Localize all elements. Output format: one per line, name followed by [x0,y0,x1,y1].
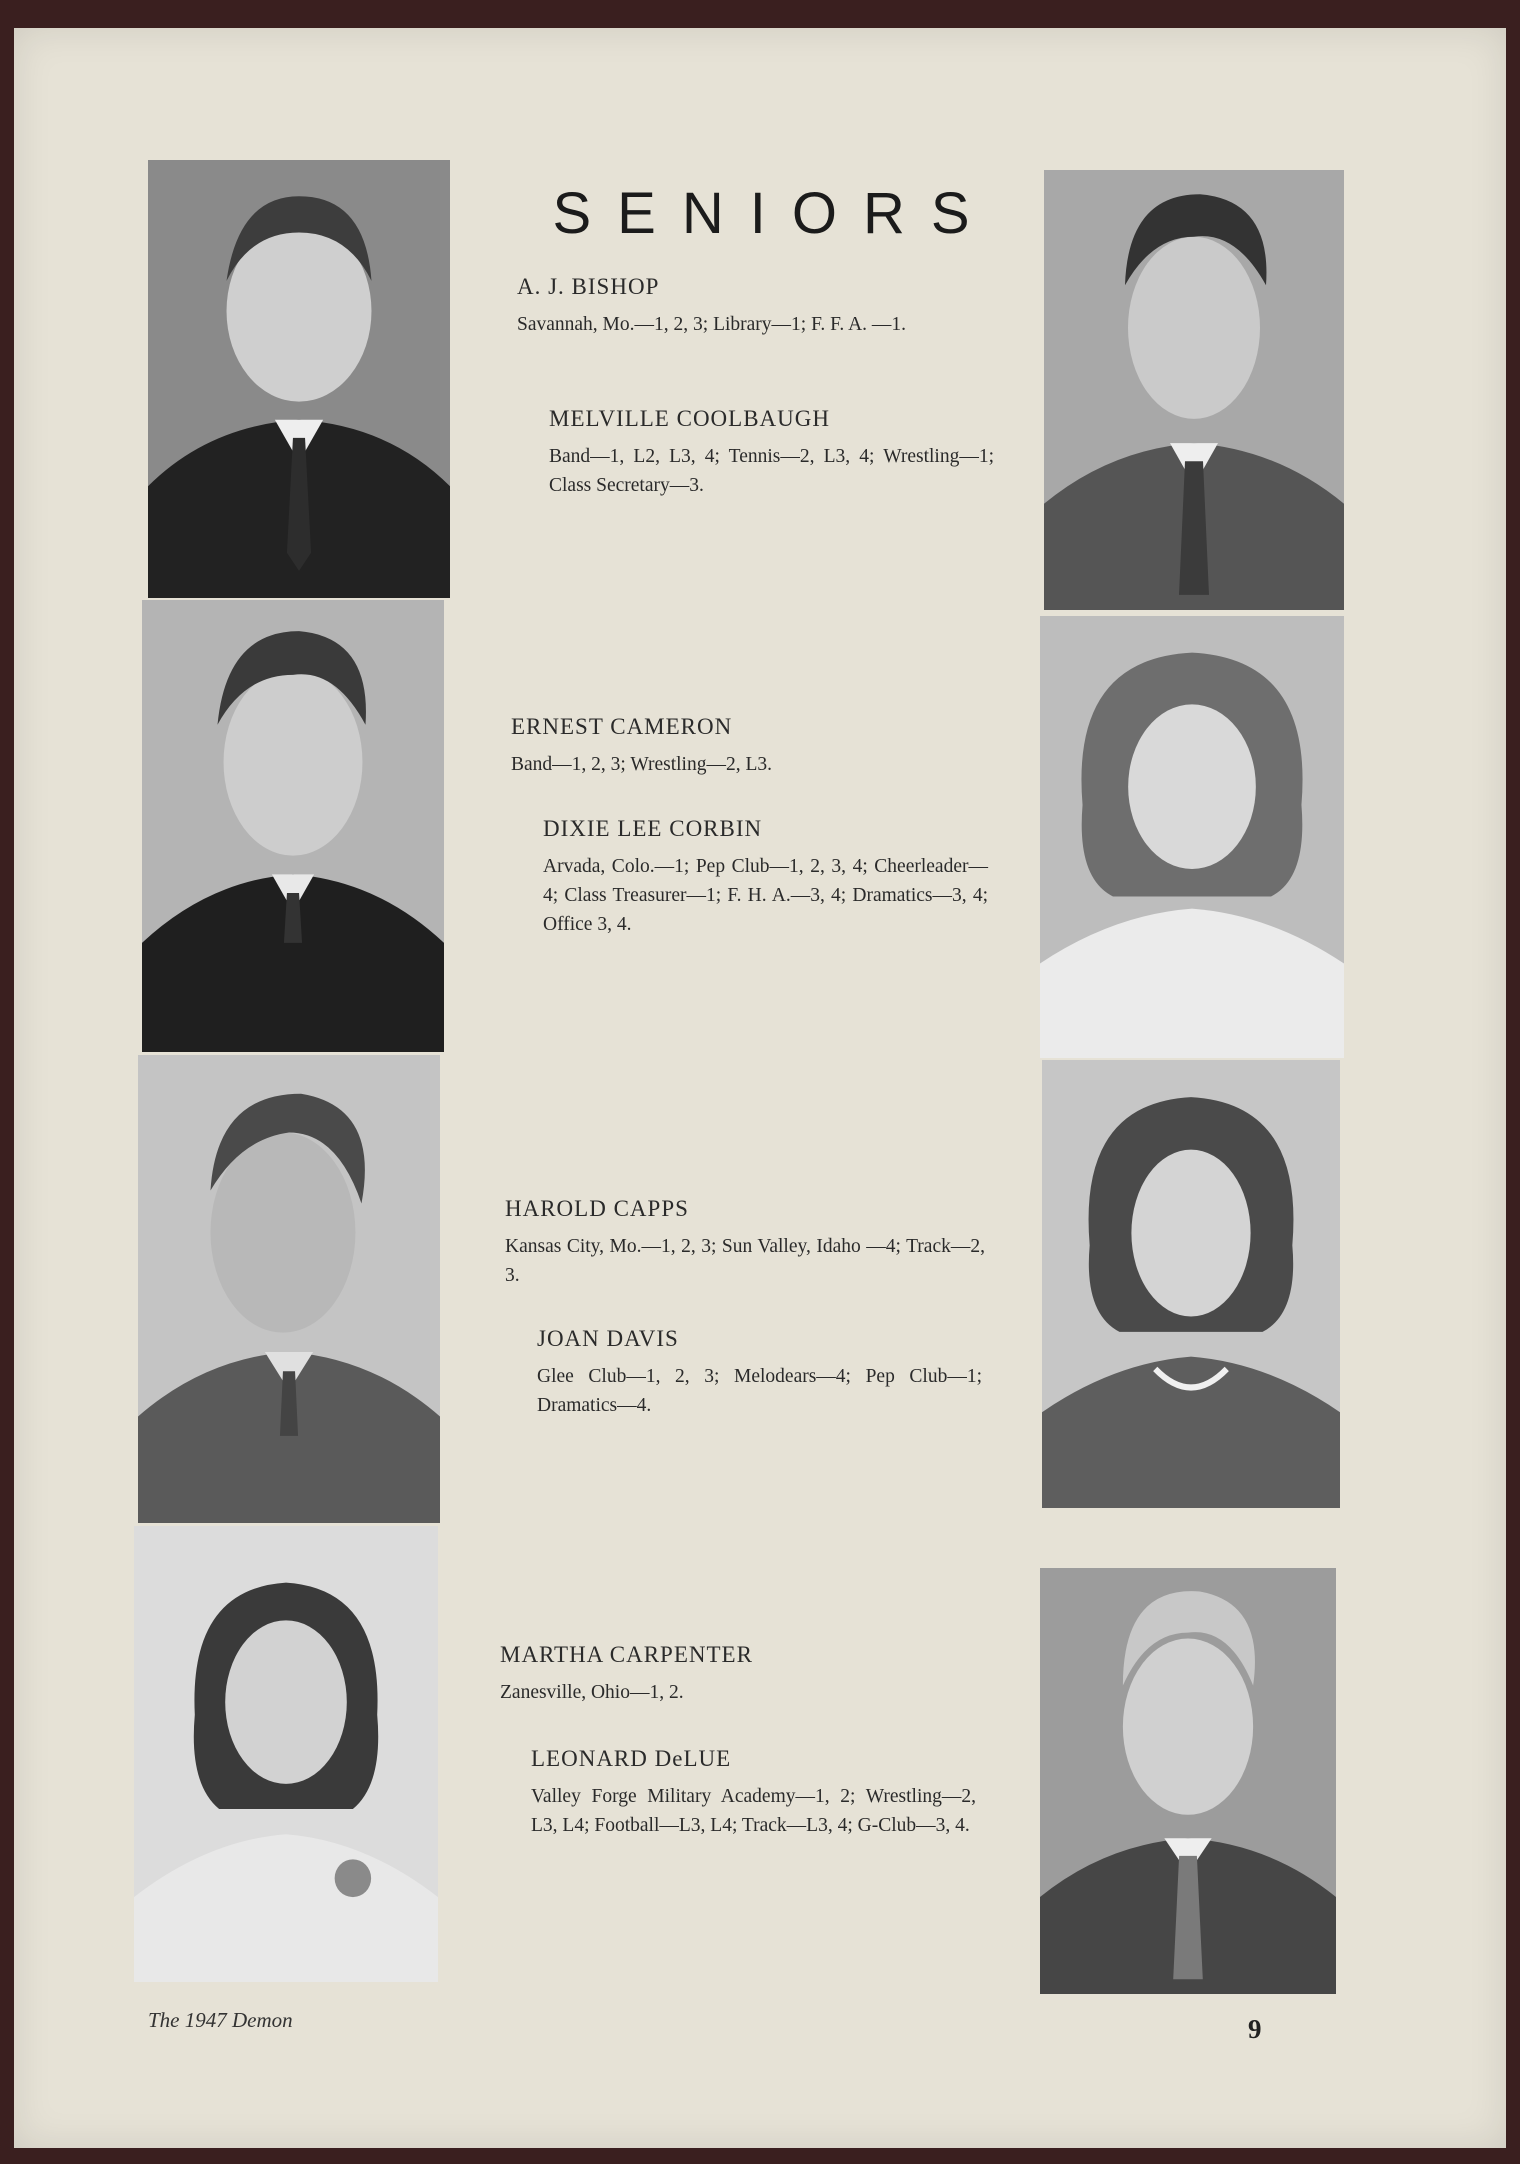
entry-delue [531,1746,976,1840]
portrait-cameron [142,600,444,1052]
page-number: 9 [1248,2014,1262,2044]
portrait-corbin [1040,616,1344,1058]
student-name: MELVILLE COOLBAUGH [549,406,830,431]
student-name: HAROLD CAPPS [505,1196,689,1221]
yearbook-page [14,28,1506,2148]
student-name: LEONARD DeLUE [531,1746,732,1771]
student-details: Glee Club—1, 2, 3; Melodears—4; Pep Club—1; Dramatics—4. [537,1366,982,1416]
entry-capps [505,1196,985,1290]
entry-bishop [517,274,1003,339]
student-details: Band—1, L2, L3, 4; Tennis—2, L3, 4; Wrestling—1; Class Secretary—3. [549,446,994,496]
portrait-coolbaugh [1044,170,1344,610]
student-details: Band—1, 2, 3; Wrestling—2, L3. [511,754,773,775]
student-details: Kansas City, Mo.—1, 2, 3; Sun Valley, Idaho —4; Track—2, 3. [505,1236,985,1286]
student-details: Savannah, Mo.—1, 2, 3; Library—1; F. F. A. —1. [517,314,907,335]
portrait-davis [1042,1060,1340,1508]
portrait-bishop [148,160,450,598]
student-name: JOAN DAVIS [537,1326,679,1351]
student-details: Arvada, Colo.—1; Pep Club—1, 2, 3, 4; Cheerleader—4; Class Treasurer—1; F. H. A.—3, 4; Dramatics—3, 4; Office 3, 4. [543,856,988,935]
portrait-carpenter [134,1526,438,1982]
entry-davis [537,1326,982,1420]
portrait-delue [1040,1568,1336,1994]
student-details: Zanesville, Ohio—1, 2. [500,1682,684,1703]
entry-carpenter [500,1642,980,1707]
student-name: DIXIE LEE CORBIN [543,816,763,841]
yearbook-footer: The 1947 Demon [148,2008,293,2032]
student-details: Valley Forge Military Academy—1, 2; Wrestling—2, L3, L4; Football—L3, L4; Track—L3, 4; G-Club—3, 4. [531,1786,976,1836]
student-name: MARTHA CARPENTER [500,1642,753,1667]
page-title: SENIORS [552,181,996,246]
entry-cameron [511,714,991,779]
entry-corbin [543,816,988,939]
student-name: ERNEST CAMERON [511,714,733,739]
entry-coolbaugh [549,406,994,500]
portrait-capps [138,1055,440,1523]
student-name: A. J. BISHOP [517,274,660,299]
